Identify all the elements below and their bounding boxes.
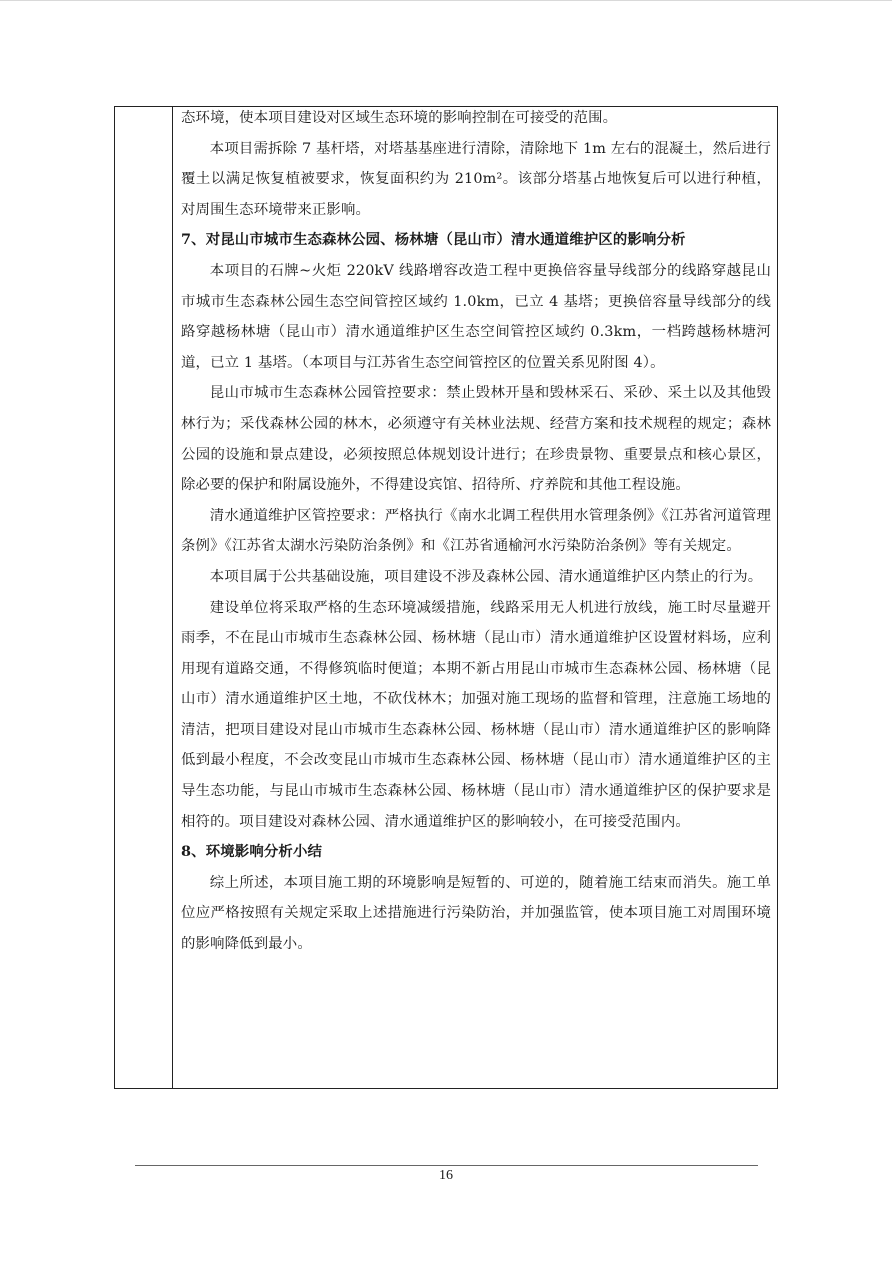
paragraph-line-crossing: 本项目的石牌~火炬 220kV 线路增容改造工程中更换倍容量导线部分的线路穿越昆山市城市生态森林公园生态空间管控区域约 1.0km，已立 4 基塔；更换倍容量导线部分的线路穿越杨林塘（昆山市）清水通道维护区生态空间管控区域约 0.3km，一档跨越杨林塘河道，已立 1 基塔。（本项目与江苏省生态空间管控区的位置关系见附图 4）。: [181, 262, 771, 371]
paragraph-mitigation-measures: 建设单位将采取严格的生态环境减缓措施，线路采用无人机进行放线，施工时尽量避开雨季，不在昆山市城市生态森林公园、杨林塘（昆山市）清水通道维护区设置材料场，应利用现有道路交通，不得修筑临时便道；本期不新占用昆山市城市生态森林公园、杨林塘（昆山市）清水通道维护区土地，不砍伐林木；加强对施工现场的监督和管理，注意施工场地的清洁，把项目建设对昆山市城市生态森林公园、杨林塘（昆山市）清水通道维护区的影响降低到最小程度，不会改变昆山市城市生态森林公园、杨林塘（昆山市）清水通道维护区的主导生态功能，与昆山市城市生态森林公园、杨林塘（昆山市）清水通道维护区的保护要求是相符的。项目建设对森林公园、清水通道维护区的影响较小，在可接受范围内。: [181, 599, 771, 830]
page-top-rule: [0, 0, 892, 1]
paragraph-summary: 综上所述，本项目施工期的环境影响是短暂的、可逆的，随着施工结束而消失。施工单位应严格按照有关规定采取上述措施进行污染防治，并加强监管，使本项目施工对周围环境的影响降低到最小。: [181, 874, 771, 953]
section-heading-7: 7、对昆山市城市生态森林公园、杨林塘（昆山市）清水通道维护区的影响分析: [181, 231, 686, 249]
table-content-cell: [181, 103, 771, 960]
footer-rule: [135, 1165, 758, 1166]
paragraph-continuation: 态环境，使本项目建设对区域生态环境的影响控制在可接受的范围。: [181, 110, 618, 126]
section-heading-8: 8、环境影响分析小结: [181, 843, 323, 861]
paragraph-public-infrastructure: 本项目属于公共基础设施，项目建设不涉及森林公园、清水通道维护区内禁止的行为。: [209, 568, 763, 585]
table-column-divider: [172, 106, 173, 1089]
paragraph-tower-removal: 本项目需拆除 7 基杆塔，对塔基基座进行清除，清除地下 1m 左右的混凝土，然后进行覆土以满足恢复植被要求，恢复面积约为 210m²。该部分塔基占地恢复后可以进行种植，对周围生态环境带来正影响。: [181, 140, 771, 218]
paragraph-forest-park-requirements: 昆山市城市生态森林公园管控要求：禁止毁林开垦和毁林采石、采砂、采土以及其他毁林行为；采伐森林公园的林木，必须遵守有关林业法规、经营方案和技术规程的规定；森林公园的设施和景点建设，必须按照总体规划设计进行；在珍贵景物、重要景点和核心景区，除必要的保护和附属设施外，不得建设宾馆、招待所、疗养院和其他工程设施。: [181, 385, 771, 494]
page-number: 16: [439, 1168, 453, 1183]
paragraph-water-channel-requirements: 清水通道维护区管控要求：严格执行《南水北调工程供用水管理条例》《江苏省河道管理条例》《江苏省太湖水污染防治条例》和《江苏省通榆河水污染防治条例》等有关规定。: [181, 507, 771, 555]
